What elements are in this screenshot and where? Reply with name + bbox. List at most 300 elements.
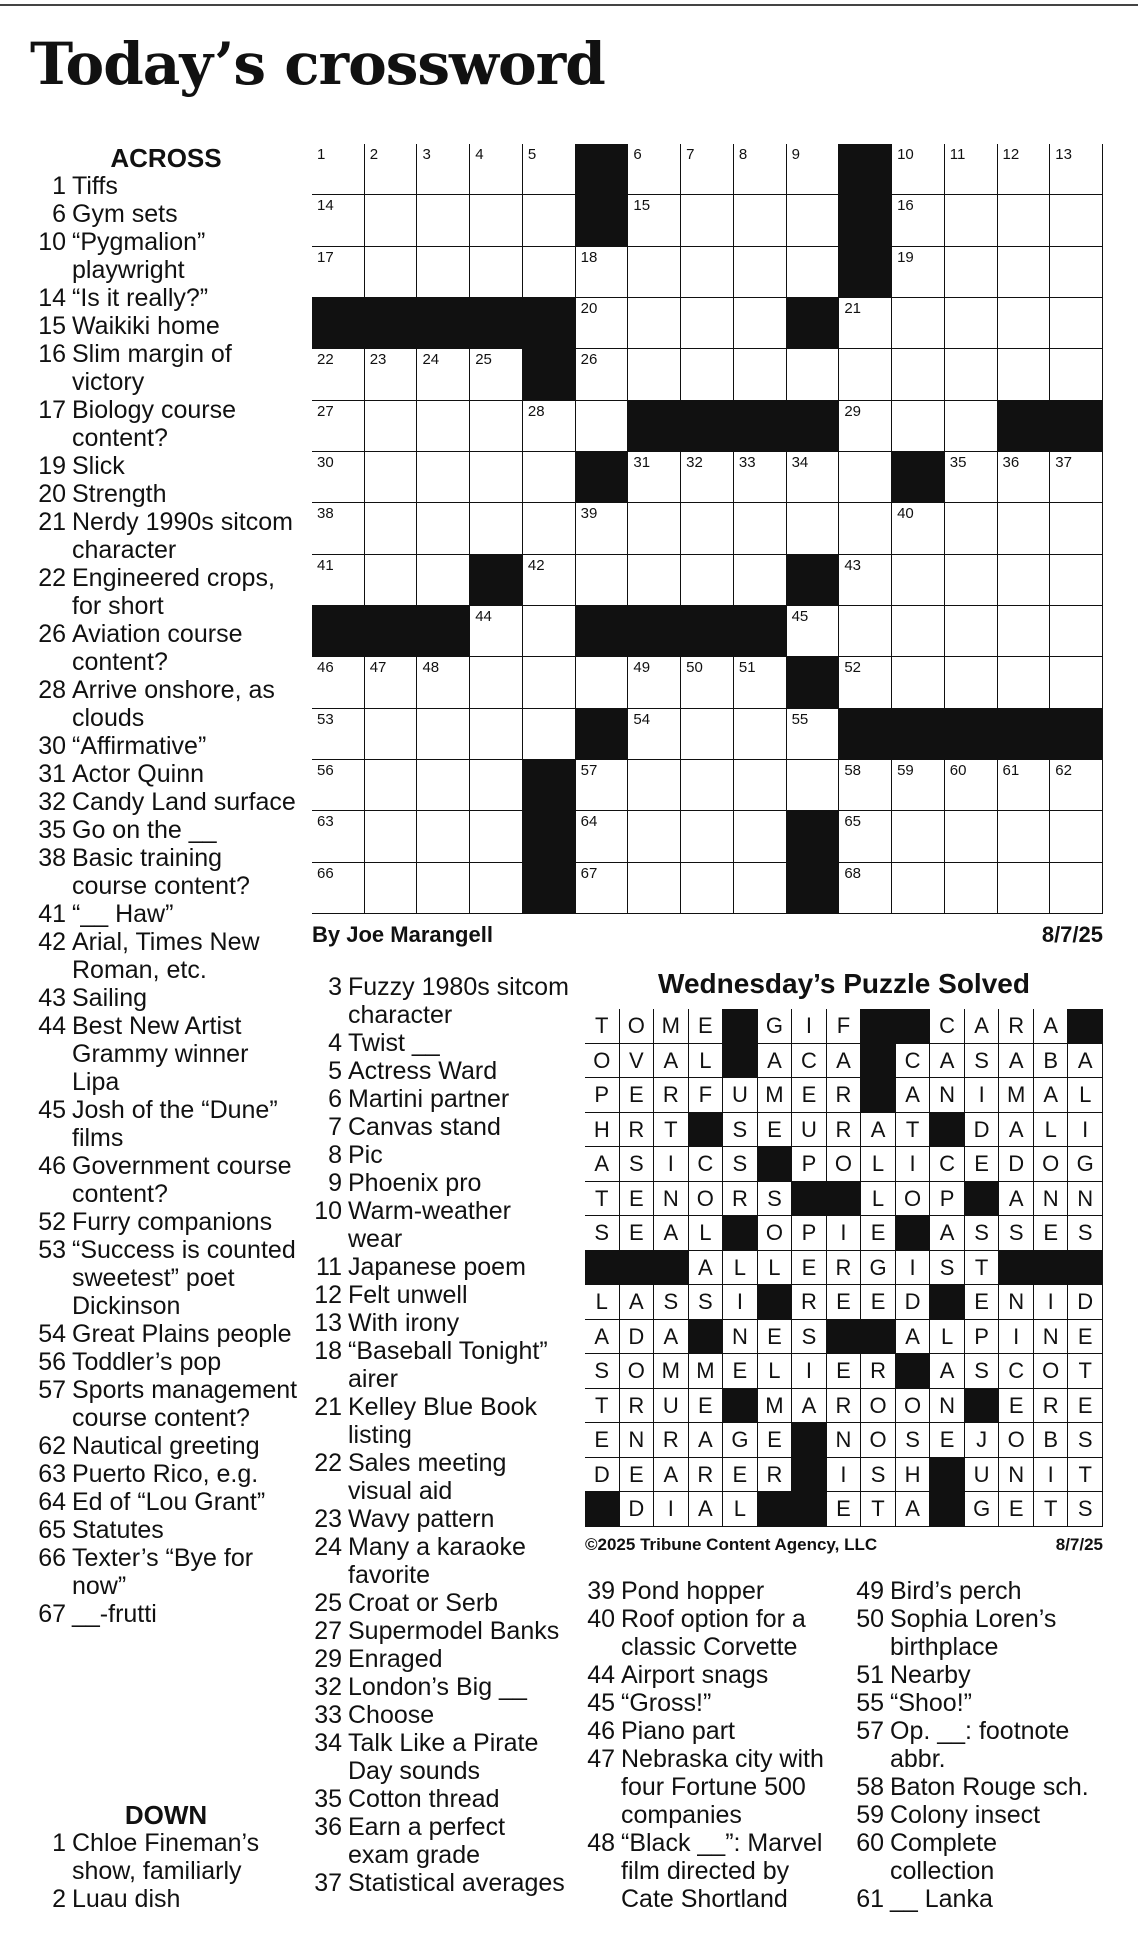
clue-text: Sales meeting visual aid: [348, 1449, 507, 1505]
solved-letter: T: [861, 1492, 896, 1527]
grid-cell[interactable]: [734, 760, 787, 811]
solved-letter: L: [930, 1320, 965, 1355]
grid-cell[interactable]: [628, 452, 681, 503]
grid-cell[interactable]: [628, 144, 681, 195]
grid-cell[interactable]: [470, 452, 523, 503]
black-square: [576, 195, 629, 246]
clue-number: 3: [328, 973, 342, 1001]
clue-text: Wavy pattern: [348, 1505, 495, 1533]
grid-cell[interactable]: [681, 709, 734, 760]
grid-cell[interactable]: [365, 503, 418, 554]
solved-letter: P: [792, 1216, 827, 1251]
grid-cell[interactable]: [998, 657, 1051, 708]
grid-cell[interactable]: [892, 760, 945, 811]
grid-cell[interactable]: [734, 503, 787, 554]
black-square: [523, 863, 576, 914]
solved-letter: E: [758, 1320, 793, 1355]
clue-number: 6: [328, 1085, 342, 1113]
black-square: [839, 247, 892, 298]
grid-cell[interactable]: [998, 811, 1051, 862]
grid-cell[interactable]: [312, 503, 365, 554]
grid-cell[interactable]: [417, 657, 470, 708]
solved-black-square: [758, 1492, 793, 1527]
grid-cell[interactable]: [734, 709, 787, 760]
black-square: [787, 657, 840, 708]
solved-letter: I: [1034, 1285, 1069, 1320]
grid-cell[interactable]: [839, 606, 892, 657]
grid-cell[interactable]: [523, 606, 576, 657]
clue-item: [312, 1281, 570, 1309]
clue-item: [36, 228, 298, 284]
solved-letter: E: [930, 1423, 965, 1458]
solved-letter: E: [965, 1147, 1000, 1182]
solved-letter: F: [689, 1078, 724, 1113]
grid-cell[interactable]: [681, 503, 734, 554]
grid-cell[interactable]: [998, 247, 1051, 298]
cell-number: 14: [317, 197, 334, 215]
grid-cell[interactable]: [417, 503, 470, 554]
solved-letter: H: [585, 1113, 620, 1148]
grid-cell[interactable]: [1050, 144, 1103, 195]
down-clue-list-4: [854, 1577, 1099, 1913]
clue-number: 35: [314, 1785, 342, 1813]
solved-letter: N: [930, 1389, 965, 1424]
grid-cell[interactable]: [945, 195, 998, 246]
grid-cell[interactable]: [417, 709, 470, 760]
clue-number: 67: [38, 1600, 66, 1628]
grid-cell[interactable]: [576, 760, 629, 811]
grid-cell[interactable]: [576, 401, 629, 452]
grid-cell[interactable]: [417, 760, 470, 811]
grid-cell[interactable]: [787, 247, 840, 298]
cell-number: 49: [633, 659, 651, 677]
clue-number: 55: [856, 1689, 884, 1717]
grid-cell[interactable]: [681, 349, 734, 400]
grid-cell[interactable]: [839, 401, 892, 452]
solved-black-square: [723, 1216, 758, 1251]
grid-cell[interactable]: [576, 811, 629, 862]
grid-cell[interactable]: [681, 195, 734, 246]
clue-item: [312, 1505, 570, 1533]
grid-cell[interactable]: [576, 298, 629, 349]
grid-cell[interactable]: [312, 247, 365, 298]
solved-letter: G: [758, 1009, 793, 1044]
solved-letter: E: [620, 1458, 655, 1493]
solved-letter: A: [620, 1285, 655, 1320]
grid-cell[interactable]: [1050, 760, 1103, 811]
grid-cell[interactable]: [1050, 811, 1103, 862]
grid-cell[interactable]: [470, 606, 523, 657]
solved-letter: E: [861, 1285, 896, 1320]
clue-number: 19: [38, 452, 66, 480]
grid-cell[interactable]: [892, 657, 945, 708]
grid-cell[interactable]: [892, 606, 945, 657]
cell-number: 22: [317, 351, 334, 369]
grid-cell[interactable]: [998, 606, 1051, 657]
grid-cell[interactable]: [945, 503, 998, 554]
grid-cell[interactable]: [892, 863, 945, 914]
grid-cell[interactable]: [365, 811, 418, 862]
grid-cell[interactable]: [681, 452, 734, 503]
grid-cell[interactable]: [945, 606, 998, 657]
grid-cell[interactable]: [839, 657, 892, 708]
grid-cell[interactable]: [998, 298, 1051, 349]
clue-number: 27: [314, 1617, 342, 1645]
grid-cell[interactable]: [734, 555, 787, 606]
grid-cell[interactable]: [1050, 452, 1103, 503]
grid-cell[interactable]: [734, 657, 787, 708]
grid-cell[interactable]: [628, 349, 681, 400]
solved-black-square: [965, 1389, 1000, 1424]
grid-cell[interactable]: [523, 401, 576, 452]
grid-cell[interactable]: [787, 349, 840, 400]
grid-cell[interactable]: [998, 760, 1051, 811]
grid-cell[interactable]: [839, 811, 892, 862]
cell-number: 26: [580, 351, 598, 369]
grid-cell[interactable]: [365, 195, 418, 246]
grid-cell[interactable]: [628, 503, 681, 554]
grid-cell[interactable]: [365, 349, 418, 400]
cell-number: 9: [791, 146, 800, 163]
cell-number: 31: [633, 454, 651, 471]
solved-letter: N: [1068, 1182, 1103, 1217]
solved-letter: S: [723, 1113, 758, 1148]
grid-cell[interactable]: [681, 298, 734, 349]
grid-cell[interactable]: [523, 657, 576, 708]
grid-cell[interactable]: [365, 452, 418, 503]
grid-cell[interactable]: [470, 709, 523, 760]
grid-cell[interactable]: [839, 555, 892, 606]
grid-cell[interactable]: [365, 247, 418, 298]
grid-cell[interactable]: [892, 401, 945, 452]
grid-cell[interactable]: [681, 247, 734, 298]
grid-cell[interactable]: [417, 452, 470, 503]
black-square: [417, 606, 470, 657]
grid-cell[interactable]: [1050, 349, 1103, 400]
grid-cell[interactable]: [734, 452, 787, 503]
grid-cell[interactable]: [892, 811, 945, 862]
grid-cell[interactable]: [417, 401, 470, 452]
grid-cell[interactable]: [1050, 298, 1103, 349]
clue-item: [854, 1885, 1099, 1913]
grid-cell[interactable]: [681, 657, 734, 708]
grid-cell[interactable]: [470, 247, 523, 298]
grid-cell[interactable]: [787, 606, 840, 657]
grid-cell[interactable]: [892, 298, 945, 349]
grid-cell[interactable]: [312, 863, 365, 914]
grid-cell[interactable]: [945, 247, 998, 298]
clue-text: “Success is counted sweetest” poet Dickinson: [72, 1236, 296, 1320]
black-square: [681, 401, 734, 452]
clue-number: 23: [314, 1505, 342, 1533]
grid-cell[interactable]: [734, 863, 787, 914]
grid-cell[interactable]: [312, 760, 365, 811]
clue-text: “Shoo!”: [890, 1689, 972, 1717]
solved-letter: T: [896, 1113, 931, 1148]
grid-cell[interactable]: [365, 760, 418, 811]
solved-letter: G: [723, 1423, 758, 1458]
clue-item: [854, 1661, 1099, 1689]
clue-text: Luau dish: [72, 1885, 181, 1913]
grid-cell[interactable]: [628, 555, 681, 606]
clue-number: 9: [328, 1169, 342, 1197]
grid-cell[interactable]: [365, 144, 418, 195]
cell-number: 67: [580, 864, 598, 882]
grid-cell[interactable]: [523, 144, 576, 195]
black-square: [628, 606, 681, 657]
clue-text: Nerdy 1990s sitcom character: [72, 508, 293, 564]
grid-cell[interactable]: [312, 195, 365, 246]
grid-cell[interactable]: [417, 555, 470, 606]
down-clue-list-1: [36, 1829, 298, 1913]
grid-cell[interactable]: [365, 709, 418, 760]
cell-number: 1: [317, 146, 326, 163]
black-square: [576, 452, 629, 503]
grid-cell[interactable]: [470, 401, 523, 452]
grid-cell[interactable]: [365, 401, 418, 452]
clue-number: 30: [38, 732, 66, 760]
cell-number: 2: [369, 146, 379, 163]
clue-number: 18: [314, 1337, 342, 1365]
grid-cell[interactable]: [945, 298, 998, 349]
solved-letter: S: [999, 1216, 1034, 1251]
grid-cell[interactable]: [1050, 247, 1103, 298]
solved-black-square: [896, 1354, 931, 1389]
grid-cell[interactable]: [628, 863, 681, 914]
grid-cell[interactable]: [312, 452, 365, 503]
grid-cell[interactable]: [312, 401, 365, 452]
clue-item: [854, 1605, 1099, 1661]
grid-cell[interactable]: [839, 863, 892, 914]
grid-cell[interactable]: [998, 195, 1051, 246]
clue-item: [36, 172, 298, 200]
solved-letter: A: [930, 1354, 965, 1389]
grid-cell[interactable]: [1050, 555, 1103, 606]
grid-cell[interactable]: [576, 503, 629, 554]
clue-item: [312, 1197, 570, 1253]
solved-letter: I: [654, 1492, 689, 1527]
cell-number: 44: [475, 608, 492, 625]
grid-cell[interactable]: [892, 144, 945, 195]
crossword-grid[interactable]: [312, 144, 1103, 914]
grid-cell[interactable]: [681, 863, 734, 914]
grid-cell[interactable]: [523, 247, 576, 298]
grid-cell[interactable]: [523, 555, 576, 606]
grid-cell[interactable]: [628, 195, 681, 246]
grid-cell[interactable]: [892, 349, 945, 400]
clue-number: 51: [856, 1661, 884, 1689]
grid-cell[interactable]: [839, 452, 892, 503]
grid-cell[interactable]: [945, 555, 998, 606]
grid-cell[interactable]: [576, 349, 629, 400]
grid-cell[interactable]: [312, 657, 365, 708]
grid-cell[interactable]: [523, 195, 576, 246]
grid-cell[interactable]: [839, 503, 892, 554]
grid-cell[interactable]: [734, 349, 787, 400]
grid-cell[interactable]: [787, 503, 840, 554]
grid-cell[interactable]: [945, 349, 998, 400]
grid-cell[interactable]: [312, 555, 365, 606]
grid-cell[interactable]: [628, 709, 681, 760]
grid-cell[interactable]: [628, 811, 681, 862]
grid-cell[interactable]: [787, 760, 840, 811]
clue-text: Complete collection: [890, 1829, 997, 1885]
grid-cell[interactable]: [945, 144, 998, 195]
grid-cell[interactable]: [998, 452, 1051, 503]
grid-cell[interactable]: [945, 760, 998, 811]
clue-item: [36, 1516, 298, 1544]
grid-cell[interactable]: [998, 144, 1051, 195]
solved-letter: R: [758, 1458, 793, 1493]
clue-number: 43: [38, 984, 66, 1012]
clue-number: 54: [38, 1320, 66, 1348]
grid-cell[interactable]: [628, 760, 681, 811]
grid-cell[interactable]: [892, 503, 945, 554]
grid-cell[interactable]: [787, 452, 840, 503]
grid-cell[interactable]: [576, 863, 629, 914]
grid-cell[interactable]: [417, 247, 470, 298]
grid-cell[interactable]: [998, 349, 1051, 400]
solved-letter: A: [689, 1423, 724, 1458]
clue-text: Go on the __: [72, 816, 217, 844]
grid-cell[interactable]: [470, 144, 523, 195]
solved-letter: E: [723, 1458, 758, 1493]
grid-cell[interactable]: [681, 555, 734, 606]
grid-cell[interactable]: [628, 247, 681, 298]
grid-cell[interactable]: [681, 811, 734, 862]
clue-text: Slim margin of victory: [72, 340, 232, 396]
grid-cell[interactable]: [470, 349, 523, 400]
solved-black-square: [585, 1492, 620, 1527]
solved-letter: S: [1068, 1216, 1103, 1251]
grid-cell[interactable]: [470, 811, 523, 862]
clue-number: 50: [856, 1605, 884, 1633]
clue-item: [36, 760, 298, 788]
grid-cell[interactable]: [734, 298, 787, 349]
grid-cell[interactable]: [1050, 606, 1103, 657]
clue-item: [854, 1717, 1099, 1773]
clue-text: “__ Haw”: [72, 900, 174, 928]
clue-text: Aviation course content?: [72, 620, 243, 676]
solved-black-square: [620, 1251, 655, 1286]
grid-cell[interactable]: [1050, 195, 1103, 246]
grid-cell[interactable]: [576, 657, 629, 708]
clue-number: 26: [38, 620, 66, 648]
cell-number: 30: [317, 454, 334, 471]
grid-cell[interactable]: [787, 195, 840, 246]
clue-number: 53: [38, 1236, 66, 1264]
clue-text: Cotton thread: [348, 1785, 500, 1813]
grid-cell[interactable]: [892, 247, 945, 298]
grid-cell[interactable]: [734, 247, 787, 298]
grid-cell[interactable]: [523, 709, 576, 760]
grid-cell[interactable]: [523, 452, 576, 503]
black-square: [470, 555, 523, 606]
grid-cell[interactable]: [892, 555, 945, 606]
grid-cell[interactable]: [998, 863, 1051, 914]
grid-cell[interactable]: [945, 657, 998, 708]
black-square: [839, 144, 892, 195]
byline: By Joe Marangell: [312, 922, 493, 947]
clue-text: Kelley Blue Book listing: [348, 1393, 538, 1449]
grid-cell[interactable]: [734, 144, 787, 195]
solved-letter: A: [1068, 1044, 1103, 1079]
clue-item: [585, 1829, 830, 1913]
clue-text: Statutes: [72, 1516, 164, 1544]
grid-cell[interactable]: [365, 555, 418, 606]
grid-cell[interactable]: [681, 760, 734, 811]
grid-cell[interactable]: [417, 349, 470, 400]
clue-text: Sailing: [72, 984, 148, 1012]
solved-letter: A: [585, 1147, 620, 1182]
grid-cell[interactable]: [365, 657, 418, 708]
grid-cell[interactable]: [628, 657, 681, 708]
grid-cell[interactable]: [523, 503, 576, 554]
grid-cell[interactable]: [576, 247, 629, 298]
grid-cell[interactable]: [1050, 657, 1103, 708]
cell-number: 29: [844, 402, 862, 420]
grid-cell[interactable]: [417, 195, 470, 246]
grid-cell[interactable]: [417, 811, 470, 862]
clue-item: [312, 1029, 570, 1057]
grid-cell[interactable]: [734, 811, 787, 862]
grid-cell[interactable]: [1050, 863, 1103, 914]
black-square: [523, 298, 576, 349]
solved-letter: E: [827, 1354, 862, 1389]
grid-cell[interactable]: [576, 555, 629, 606]
grid-cell[interactable]: [470, 863, 523, 914]
clue-number: 1: [52, 1829, 66, 1857]
grid-cell[interactable]: [470, 657, 523, 708]
grid-cell[interactable]: [628, 298, 681, 349]
solved-letter: R: [620, 1113, 655, 1148]
grid-cell[interactable]: [892, 195, 945, 246]
grid-cell[interactable]: [945, 401, 998, 452]
clue-item: [36, 620, 298, 676]
grid-cell[interactable]: [787, 709, 840, 760]
grid-cell[interactable]: [470, 195, 523, 246]
grid-cell[interactable]: [839, 349, 892, 400]
grid-cell[interactable]: [312, 709, 365, 760]
solved-letter: U: [792, 1113, 827, 1148]
solved-letter: O: [896, 1182, 931, 1217]
grid-cell[interactable]: [681, 144, 734, 195]
grid-cell[interactable]: [417, 863, 470, 914]
grid-cell[interactable]: [470, 503, 523, 554]
grid-cell[interactable]: [470, 760, 523, 811]
grid-cell[interactable]: [365, 863, 418, 914]
grid-cell[interactable]: [945, 452, 998, 503]
grid-cell[interactable]: [945, 863, 998, 914]
grid-cell[interactable]: [417, 144, 470, 195]
grid-cell[interactable]: [998, 503, 1051, 554]
solved-black-square: [723, 1009, 758, 1044]
grid-cell[interactable]: [1050, 503, 1103, 554]
solved-letter: T: [965, 1251, 1000, 1286]
grid-cell[interactable]: [312, 144, 365, 195]
clue-text: Supermodel Banks: [348, 1617, 560, 1645]
grid-cell[interactable]: [839, 298, 892, 349]
grid-cell[interactable]: [839, 760, 892, 811]
grid-cell[interactable]: [787, 144, 840, 195]
grid-cell[interactable]: [312, 349, 365, 400]
clue-item: [36, 984, 298, 1012]
clue-text: London’s Big __: [348, 1673, 527, 1701]
grid-cell[interactable]: [945, 811, 998, 862]
grid-cell[interactable]: [312, 811, 365, 862]
grid-cell[interactable]: [734, 195, 787, 246]
grid-cell[interactable]: [998, 555, 1051, 606]
